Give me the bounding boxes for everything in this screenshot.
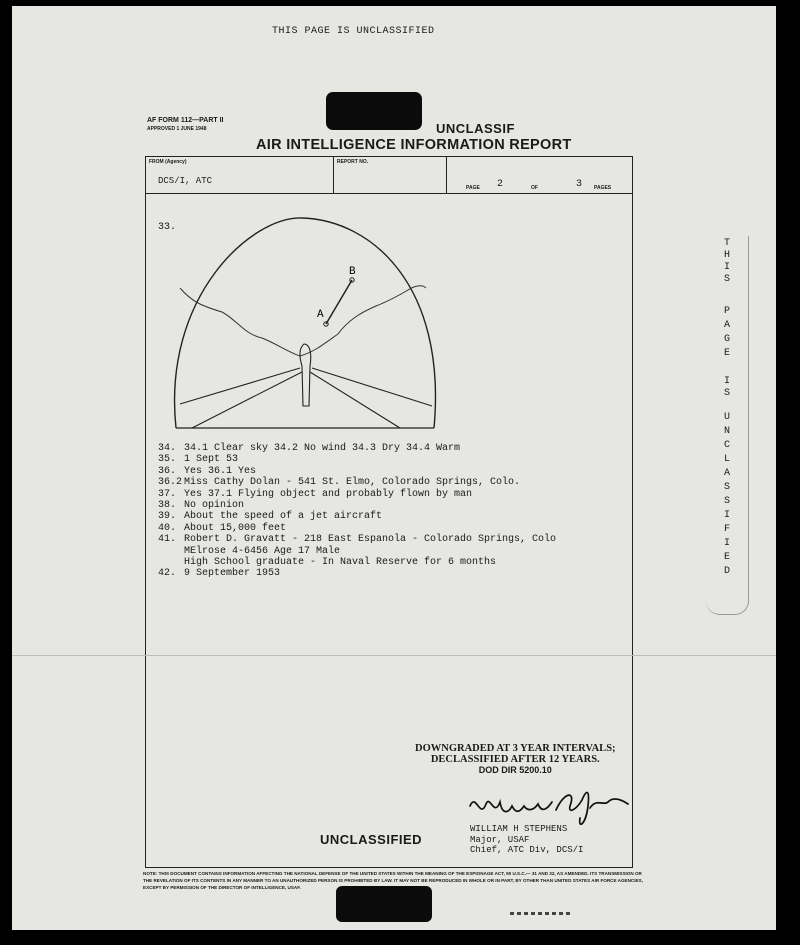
answer-row [158,534,556,545]
answer-row [158,557,556,568]
answer-number: 36. [158,465,177,477]
downgrade-line: DOWNGRADED AT 3 YEAR INTERVALS; [415,743,616,754]
side-stamp-letter: H [723,250,730,261]
redaction-top [326,92,422,130]
answer-text: Yes 37.1 Flying object and probably flown by man [184,488,473,500]
sky-dome-outline [175,218,436,428]
signer-rank: Major, USAF [470,834,530,845]
answer-number: 40. [158,522,177,534]
flight-path-line [326,280,352,324]
downgrade-line: DOD DIR 5200.10 [478,765,552,775]
answer-number: 42. [158,568,177,580]
answer-text: High School graduate - In Naval Reserve for 6 months [184,557,497,569]
report-title: AIR INTELLIGENCE INFORMATION REPORT [256,137,572,153]
answer-row [158,546,556,557]
page-label: PAGE [466,185,480,191]
side-stamp-letter: C [723,440,730,451]
answer-number: 38. [158,500,177,512]
side-stamp-letter: E [723,552,730,563]
side-stamp-letter: E [723,348,730,359]
answer-row [158,523,556,534]
side-stamp-letter: S [723,496,730,507]
answer-row [158,489,556,500]
signature-stroke [470,792,628,824]
side-stamp-letter: S [723,388,730,399]
answer-text: Robert D. Gravatt - 218 East Espanola - Colorado Springs, Colo [184,534,557,546]
form-number-text: AF FORM 112—PART II [147,117,224,124]
answer-text: 1 Sept 53 [184,454,239,466]
page-number: 2 [497,179,504,190]
answer-text: No opinion [184,500,245,512]
fold-crease [12,655,776,656]
answer-number: 39. [158,511,177,523]
side-stamp-letter: S [723,274,730,285]
side-stamp-letter: P [723,306,730,317]
road-left-outer [180,368,300,404]
answer-number: 34. [158,443,177,454]
side-stamp-letter: I [723,262,730,273]
answer-number: 41. [158,534,177,546]
answer-text: Yes 36.1 Yes [184,465,257,477]
signature-block [470,824,583,856]
side-stamp-letter: N [723,426,730,437]
answer-text: Miss Cathy Dolan - 541 St. Elmo, Colorado Springs, Colo. [184,477,521,489]
side-stamp-letter: F [723,524,730,535]
observer-figure [300,344,311,406]
answer-row [158,477,556,488]
point-a-label: A [317,309,324,321]
side-stamp-letter: A [723,320,730,331]
report-no-label: REPORT NO. [337,159,369,165]
answer-row [158,568,556,579]
side-unclassified-stamp [706,236,749,615]
side-stamp-letter: S [723,482,730,493]
side-stamp-letter: D [723,566,730,577]
espionage-act-notice: NOTE: THIS DOCUMENT CONTAINS INFORMATION AFFECTING THE NATIONAL DEFENSE OF THE UNITED STATES WITHIN THE MEANING OF THE ESPIONAGE ACT, 50 U.S.C.— 31 AND 32, AS AMENDED. ITS TRANSMISSION OR THE REVELATION OF ITS CONTENTS IN ANY MANNER TO AN UNAUTHORIZED PERSON IS PROHIBITED BY LAW. IT MAY NOT BE REPRODUCED IN WHOLE OR IN PART, BY OTHER THAN UNITED STATES AIR FORCE AGENCIES, EXCEPT BY PERMISSION OF THE DIRECTOR OF INTELLIGENCE, USAF. [143,871,643,891]
answer-row [158,443,556,454]
downgrade-line: DECLASSIFIED AFTER 12 YEARS. [430,754,600,765]
road-right-outer [312,368,432,406]
answer-row [158,500,556,511]
header-divider-1 [333,157,334,193]
side-stamp-letter: U [723,412,730,423]
header-divider-2 [446,157,447,193]
redaction-bottom [336,886,432,922]
page-banner: THIS PAGE IS UNCLASSIFIED [272,26,435,37]
answer-text: MElrose 4-6456 Age 17 Male [184,545,341,557]
side-stamp-letter: L [723,454,730,465]
from-label: FROM (Agency) [149,159,187,165]
point-b-label: B [349,266,356,278]
sighting-sketch [162,216,442,436]
signer-title: Chief, ATC Div, DCS/I [470,845,584,855]
document-page [12,6,776,930]
downgrade-stamp [415,743,616,776]
answer-list [158,443,556,580]
side-stamp-letter: I [723,510,730,521]
side-stamp-letter: G [723,334,730,345]
from-value: DCS/I, ATC [158,176,213,186]
side-stamp-letter: I [723,376,730,387]
side-stamp-letter: T [723,238,730,249]
sketch-item-number: 33. [158,222,177,233]
pages-label: PAGES [594,185,612,191]
total-pages: 3 [576,179,583,190]
side-stamp-letter: A [723,468,730,479]
road-left-inner [192,372,302,428]
answer-text: About the speed of a jet aircraft [184,511,383,523]
answer-number: 35. [158,454,177,466]
form-number [147,116,224,134]
answer-text: 9 September 1953 [184,568,281,580]
answer-text: About 15,000 feet [184,522,287,534]
form-code-mark [510,912,570,915]
classification-bottom: UNCLASSIFIED [320,832,423,847]
form-header-row [146,157,632,194]
answer-row [158,466,556,477]
answer-text: 34.1 Clear sky 34.2 No wind 34.3 Dry 34.4 Warm [184,443,461,454]
answer-number: 36.2 [158,477,183,489]
answer-number: 37. [158,488,177,500]
road-right-inner [310,372,400,428]
answer-row [158,454,556,465]
classification-top: UNCLASSIF [436,121,515,136]
side-stamp-letter: I [723,538,730,549]
signer-name: WILLIAM H STEPHENS [470,824,568,834]
answer-row [158,511,556,522]
of-label: OF [531,185,538,191]
form-approved-text: APPROVED 1 JUNE 1948 [147,126,207,132]
